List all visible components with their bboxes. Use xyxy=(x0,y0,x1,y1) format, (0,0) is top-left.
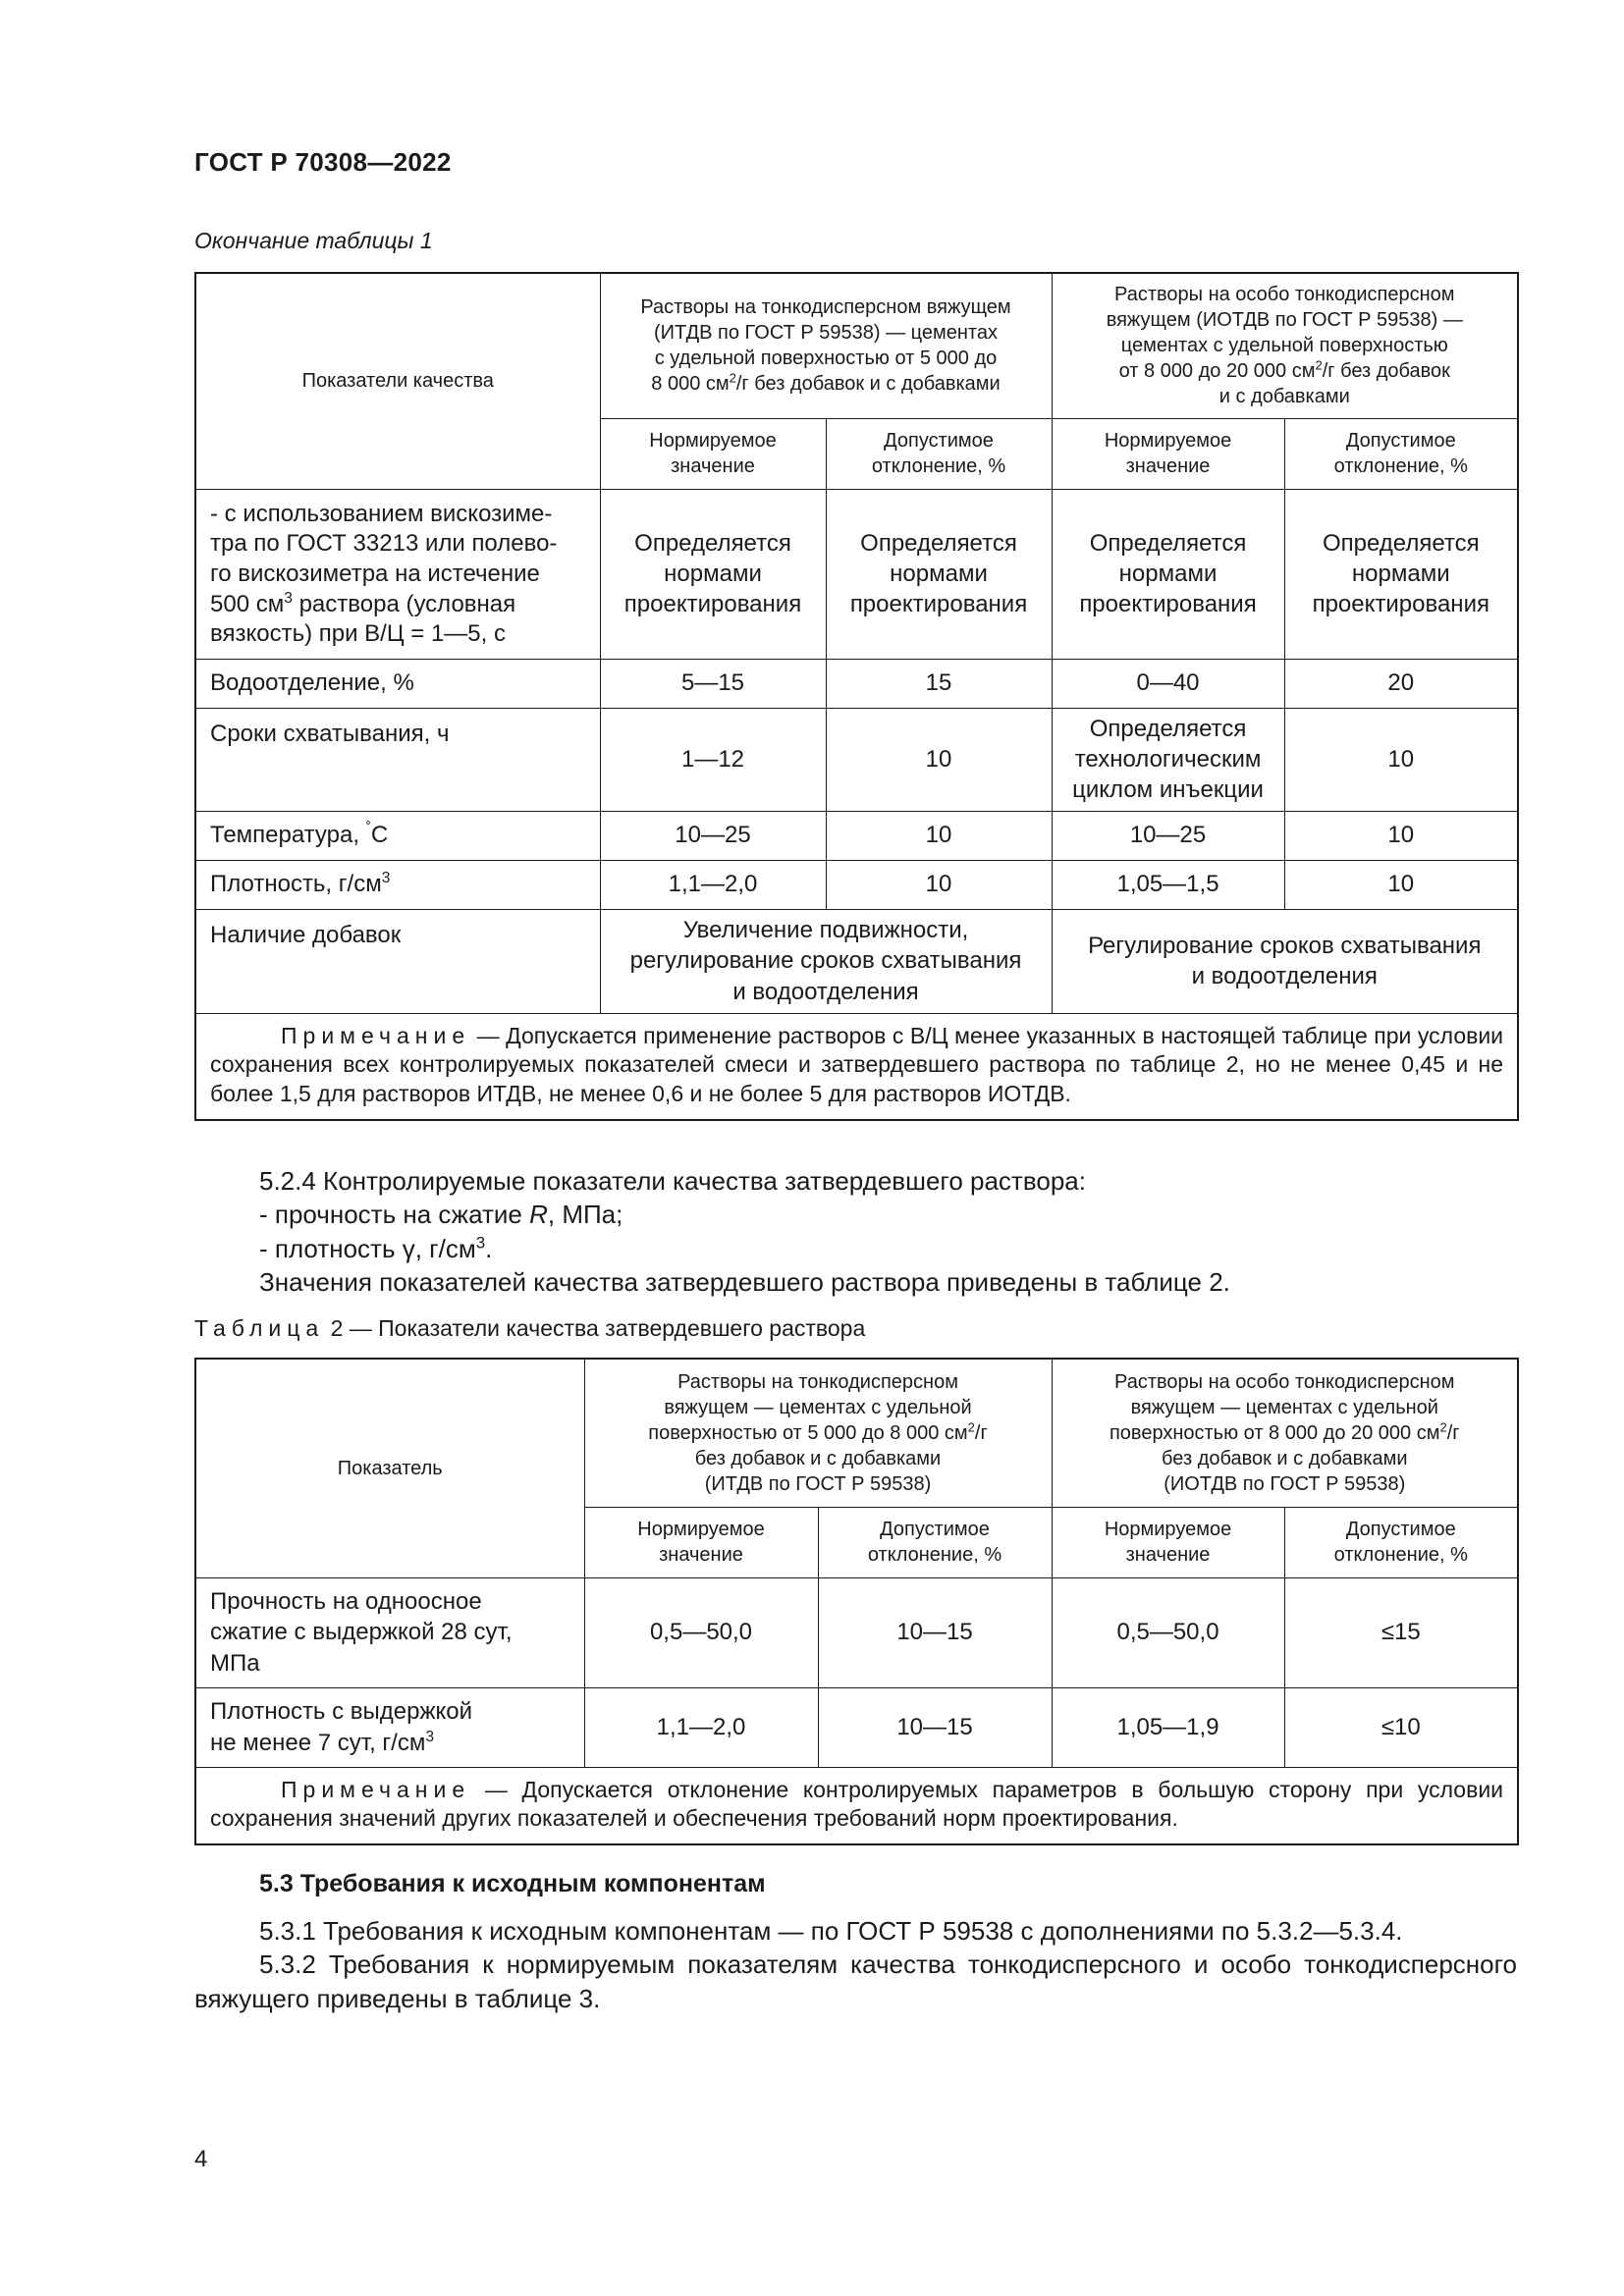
t1-cell: 10 xyxy=(1284,860,1518,909)
table-row xyxy=(195,860,1518,909)
t1-cell: Регулирование сроков схватывания и водоотделения xyxy=(1052,909,1518,1013)
t2-cell: ≤10 xyxy=(1284,1687,1518,1767)
t2-cell: 0,5—50,0 xyxy=(1052,1577,1284,1687)
t1-header-indicator: Показатели качества xyxy=(195,273,600,489)
t2-row-strength-label: Прочность на одноосное сжатие с выдержкой 28 сут, МПа xyxy=(195,1577,584,1687)
section-5-2-4: 5.2.4 Контролируемые показатели качества затвердевшего раствора: - прочность на сжатие R, МПа; - плотность γ, $г/см^3$. Значения показателей качества затвердевшего раствора приведены в таблице 2. xyxy=(259,1166,1230,1297)
section-5-3-title: 5.3 Требования к исходным компонентам xyxy=(259,1870,766,1897)
t1-viscosity-cell: Определяется нормами проектирования xyxy=(1052,489,1284,659)
t1-cell: 10—25 xyxy=(600,811,826,860)
t1-cell: 10 xyxy=(1284,708,1518,811)
t1-cell: 1—12 xyxy=(600,708,826,811)
t2-header-indicator: Показатель xyxy=(195,1359,584,1577)
table-row xyxy=(195,811,1518,860)
t1-header-group-iotdv: Растворы на особо тонкодисперсном вяжущем (ИОТДВ по ГОСТ Р 59538) — цементах с удельной поверхностью от 8 000 до 20 000 $см^2/г$ без добавок и с добавками xyxy=(1052,273,1518,418)
t1-cell: 1,1—2,0 xyxy=(600,860,826,909)
t1-cell: Определяется технологическим циклом инъекции xyxy=(1052,708,1284,811)
t1-cell: 20 xyxy=(1284,659,1518,708)
t1-sub-dev-2: Допустимое отклонение, % xyxy=(1284,418,1518,489)
t1-sub-dev-1: Допустимое отклонение, % xyxy=(826,418,1052,489)
table-row xyxy=(195,1687,1518,1767)
t1-sub-norm-2: Нормируемое значение xyxy=(1052,418,1284,489)
t2-sub-norm-2: Нормируемое значение xyxy=(1052,1507,1284,1577)
table-row xyxy=(195,1013,1518,1120)
t1-viscosity-cell: Определяется нормами проектирования xyxy=(826,489,1052,659)
t1-cell: 10 xyxy=(826,708,1052,811)
t2-cell: 10—15 xyxy=(818,1577,1052,1687)
t2-row-density-label: Плотность с выдержкой не менее 7 сут, $г/см^3$ xyxy=(195,1687,584,1767)
t1-cell: 10—25 xyxy=(1052,811,1284,860)
table-row xyxy=(195,659,1518,708)
t2-cell: ≤15 xyxy=(1284,1577,1518,1687)
table-row xyxy=(195,1577,1518,1687)
table-row xyxy=(195,1767,1518,1844)
t2-sub-norm-1: Нормируемое значение xyxy=(584,1507,818,1577)
t2-sub-dev-1: Допустимое отклонение, % xyxy=(818,1507,1052,1577)
t1-viscosity-cell: Определяется нормами проектирования xyxy=(600,489,826,659)
t2-cell: 10—15 xyxy=(818,1687,1052,1767)
table-row xyxy=(195,489,1518,659)
table-1 xyxy=(194,272,1519,1121)
page-number: 4 xyxy=(194,2146,208,2172)
t2-sub-dev-2: Допустимое отклонение, % xyxy=(1284,1507,1518,1577)
t1-cell: 1,05—1,5 xyxy=(1052,860,1284,909)
t2-note: Примечание — Допускается отклонение контролируемых параметров в большую сторону при условии сохранения значений других показателей и обеспечения требований норм проектирования. xyxy=(195,1767,1518,1844)
t1-cell: Увеличение подвижности, регулирование сроков схватывания и водоотделения xyxy=(600,909,1052,1013)
document-code: ГОСТ Р 70308—2022 xyxy=(194,147,452,177)
t2-cell: 0,5—50,0 xyxy=(584,1577,818,1687)
t1-viscosity-cell: Определяется нормами проектирования xyxy=(1284,489,1518,659)
t2-header-group-iotdv: Растворы на особо тонкодисперсном вяжущем — цементах с удельной поверхностью от 8 000 до 20 000 $см^2/г$ без добавок и с добавками (ИОТДВ по ГОСТ Р 59538) xyxy=(1052,1359,1518,1507)
t1-note: Примечание — Допускается применение растворов с В/Ц менее указанных в настоящей таблице при условии сохранения всех контролируемых показателей смеси и затвердевшего раствора по таблице 2, но не менее 0,45 и не более 1,5 для растворов ИТДВ, не менее 0,6 и не более 5 для растворов ИОТДВ. xyxy=(195,1013,1518,1120)
t2-cell: 1,05—1,9 xyxy=(1052,1687,1284,1767)
t1-row-additives-label: Наличие добавок xyxy=(195,909,600,1013)
t1-cell: 10 xyxy=(826,860,1052,909)
table2-caption: Таблица 2 — Показатели качества затвердевшего раствора xyxy=(194,1315,866,1341)
t1-cell: 10 xyxy=(1284,811,1518,860)
t1-row-water-label: Водоотделение, % xyxy=(195,659,600,708)
t1-sub-norm-1: Нормируемое значение xyxy=(600,418,826,489)
t1-cell: 5—15 xyxy=(600,659,826,708)
table1-continuation-caption: Окончание таблицы 1 xyxy=(194,228,433,253)
t1-cell: 0—40 xyxy=(1052,659,1284,708)
t1-row-viscosity-label: - с использованием вискозиме- тра по ГОСТ 33213 или полево- го вискозиметра на истечение 500 $см^3$ раствора (условная вязкость) при В/Ц = 1—5, с xyxy=(195,489,600,659)
t2-header-group-itdv: Растворы на тонкодисперсном вяжущем — цементах с удельной поверхностью от 5 000 до 8 000 $см^2/г$ без добавок и с добавками (ИТДВ по ГОСТ Р 59538) xyxy=(584,1359,1052,1507)
t1-row-temperature-label: Температура, ˚С xyxy=(195,811,600,860)
section-5-3-body: 5.3.1 Требования к исходным компонентам — по ГОСТ Р 59538 с дополнениями по 5.3.2—5.3.4. 5.3.2 Требования к нормируемым показателям качества тонкодисперсного и особо тонкодисперсного вяжущего приведены в таблице 3. xyxy=(194,1916,1517,2013)
t1-cell: 10 xyxy=(826,811,1052,860)
t1-row-density-label: Плотность, $г/см^3$ xyxy=(195,860,600,909)
table-row xyxy=(195,708,1518,811)
t1-row-setting-label: Сроки схватывания, ч xyxy=(195,708,600,811)
t1-header-group-itdv: Растворы на тонкодисперсном вяжущем (ИТДВ по ГОСТ Р 59538) — цементах с удельной поверхностью от 5 000 до 8 000 $см^2/г$ без добавок и с добавками xyxy=(600,273,1052,418)
t1-cell: 15 xyxy=(826,659,1052,708)
table-2 xyxy=(194,1358,1519,1845)
t2-cell: 1,1—2,0 xyxy=(584,1687,818,1767)
table-row xyxy=(195,909,1518,1013)
